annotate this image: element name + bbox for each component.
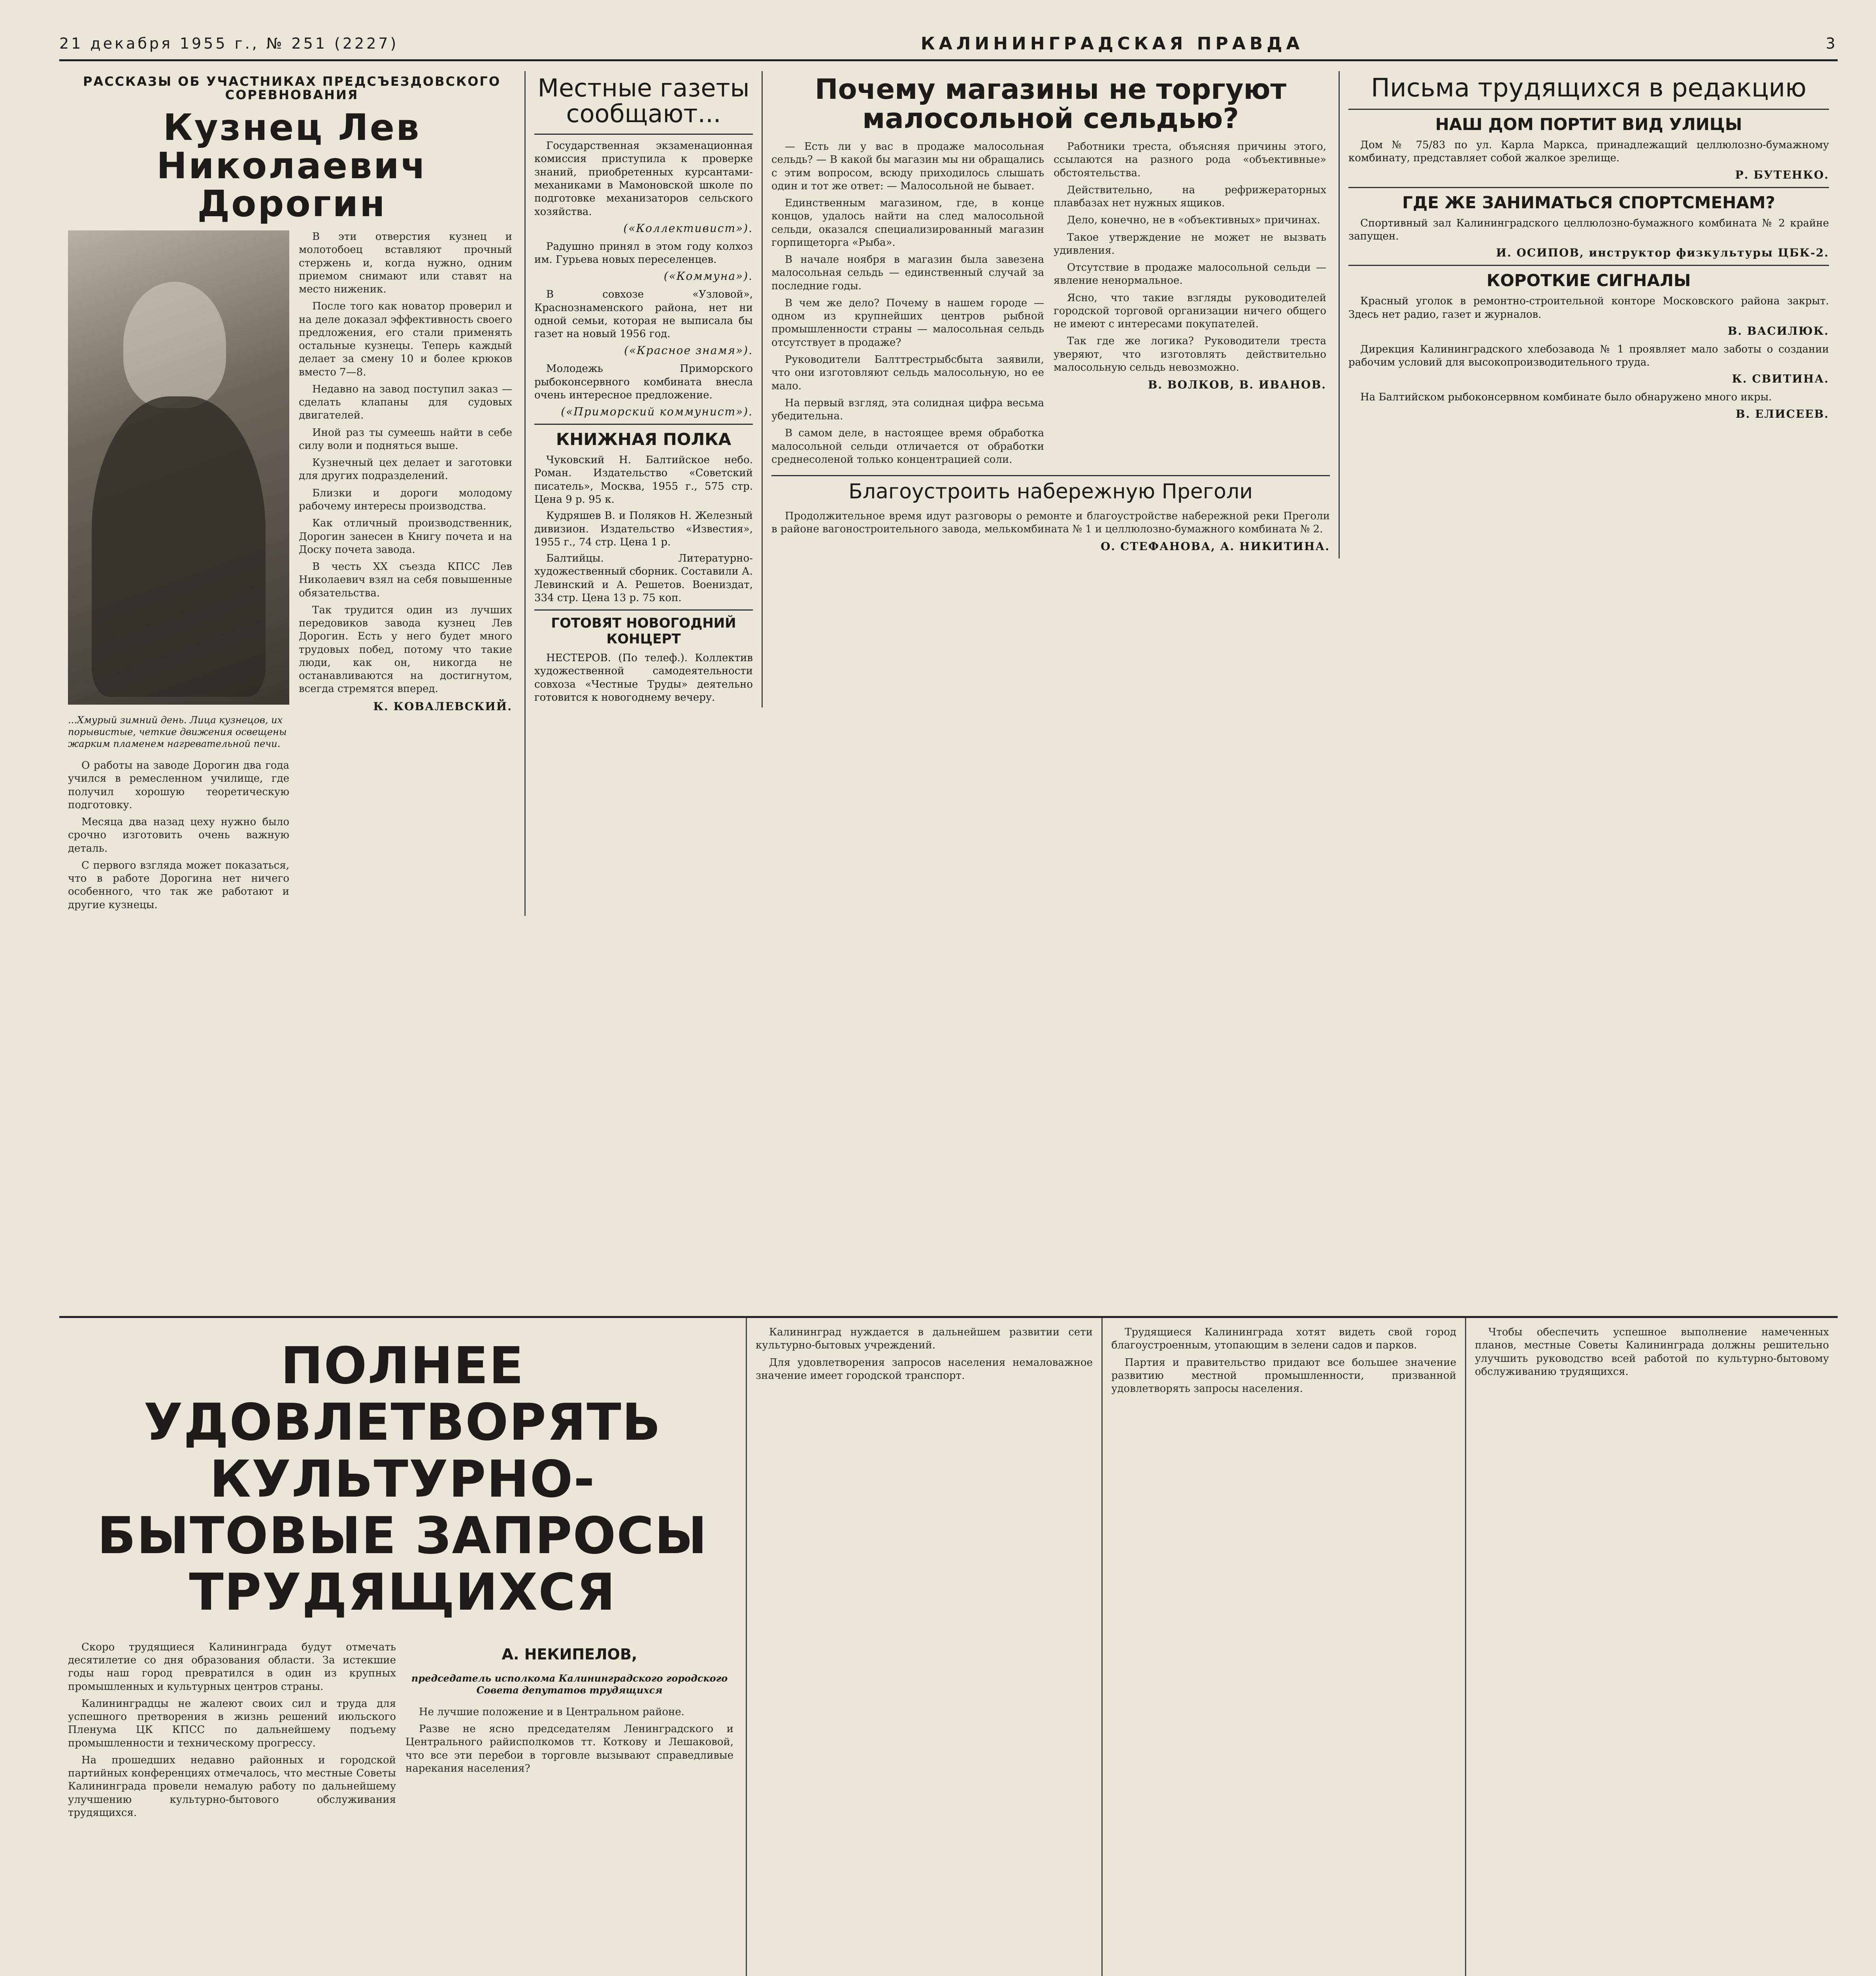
book-item: Кудряшев В. и Поляков Н. Железный дивизион. Издательство «Известия», 1955 г., 74 стр. Цена 1 р. [534,510,753,548]
dorogin-article [59,71,526,916]
news-item: В совхозе «Узловой», Краснознаменского района, нет ни одной семьи, которая не выписала бы газет на новый 1956 год. [534,288,753,340]
author-name: А. НЕКИПЕЛОВ, [502,1645,637,1663]
news-item: Молодежь Приморского рыбоконсервного комбината внесла очень интересное предложение. [534,363,753,401]
herring-title: Почему магазины не торгуют малосольной сельдью? [815,73,1287,135]
signal-text: Красный уголок в ремонтно-строительной конторе Московского района закрыт. Здесь нет радио, газет и журналов. [1348,295,1829,321]
article-paragraph: Скоро трудящиеся Калининграда будут отмечать десятилетие со дня образования области. За истекшие годы наш город превратился в один из крупных промышленных и культурных центров страны. [68,1641,396,1693]
article-paragraph: В эти отверстия кузнец и молотобоец вставляют прочный стержень и, когда нужно, одним приемом снимают или ставят на место ниженик. [299,230,512,296]
signal-text: На Балтийском рыбоконсервном комбинате было обнаружено много икры. [1360,391,1772,403]
concert-title: ГОТОВЯТ НОВОГОДНИЙ КОНЦЕРТ [551,615,736,647]
article-kicker: РАССКАЗЫ ОБ УЧАСТНИКАХ ПРЕДСЪЕЗДОВСКОГО СОРЕВНОВАНИЯ [83,74,501,102]
article-paragraph: На первый взгляд, эта солидная цифра весьма убедительна. [771,397,1044,422]
culture-headline: ПОЛНЕЕ УДОВЛЕТВОРЯТЬ КУЛЬТУРНО-БЫТОВЫЕ ЗАПРОСЫ ТРУДЯЩИХСЯ [97,1337,708,1622]
article-paragraph: Месяца два назад цеху нужно было срочно изготовить очень важную деталь. [68,816,289,854]
local-papers-column [526,71,763,707]
article-paragraph: Как отличный производственник, Дорогин занесен в Книгу почета и на Доску почета завода. [299,517,512,556]
article-title: Кузнец Лев Николаевич Дорогин [156,106,427,225]
letter-text: Спортивный зал Калининградского целлюлозно-бумажного комбината № 2 крайне запущен. [1348,217,1829,242]
article-paragraph: Для удовлетворения запросов населения немаловажное значение имеет городской транспорт. [756,1356,1093,1382]
article-paragraph: Близки и дороги молодому рабочему интересы производства. [299,487,512,513]
article-paragraph: Калининград нуждается в дальнейшем развитии сети культурно-бытовых учреждений. [756,1326,1093,1352]
culture-article-right [1466,1318,1838,1976]
letter-signature: И. ОСИПОВ, инструктор физкультуры ЦБК-2. [1496,246,1829,260]
article-paragraph: Единственным магазином, где, в конце концов, удалось найти на след малосольной сельди, оказался специализированный магазин горпищеторга «Рыба». [771,197,1044,249]
signal-text: Дирекция Калининградского хлебозавода № 1 проявляет мало заботы о создании рабочим условий для высокопроизводительного труда. [1348,343,1829,369]
local-papers-title: Местные газеты сообщают... [537,74,750,128]
book-item: Балтийцы. Литературно-художественный сборник. Составили А. Левинский и А. Решетов. Воениздат, 334 стр. Цена 13 р. 75 коп. [534,552,753,604]
issue-date: 21 декабря 1955 г., № 251 (2227) [59,35,399,52]
article-paragraph: Ясно, что такие взгляды руководителей городской торговой организации ничего общего не имеют с интересами покупателей. [1054,292,1326,330]
letter-heading: НАШ ДОМ ПОРТИТ ВИД УЛИЦЫ [1435,115,1742,134]
article-paragraph: О работы на заводе Дорогин два года учился в ремесленном училище, где получил хорошую теоретическую подготовку. [68,759,289,811]
article-paragraph: Калининградцы не жалеют своих сил и труда для успешного претворения в жизнь решений июльского Пленума ЦК КПСС по дальнейшему подъему промышленности и техническому прогрессу. [68,1697,396,1749]
article-paragraph: Трудящиеся Калининграда хотят видеть свой город благоустроенным, утопающим в зелени садов и парков. [1111,1326,1456,1352]
masthead [59,28,1838,61]
signal-signature: В. ЕЛИСЕЕВ. [1735,407,1829,420]
embankment-title: Благоустроить набережную Преголи [848,480,1253,504]
article-paragraph: Партия и правительство придают все большее значение развитию местной промышленности, призванной удовлетворять запросы населения. [1111,1356,1456,1395]
letters-column [1340,71,1838,426]
photo-caption: ...Хмурый зимний день. Лица кузнецов, их порывистые, четкие движения освещены жарким пламенем нагревательной печи. [68,714,287,749]
news-source: («Коммуна»). [664,270,753,283]
article-paragraph: Недавно на завод поступил заказ — сделать клапаны для судовых двигателей. [299,383,512,422]
article-paragraph: Не лучшие положение и в Центральном районе. [419,1706,684,1718]
article-paragraph: Такое утверждение не может не вызвать удивления. [1054,231,1326,256]
newspaper-title: КАЛИНИНГРАДСКАЯ ПРАВДА [920,33,1304,54]
herring-article [763,71,1340,558]
news-item: Радушно принял в этом году колхоз им. Гурьева новых переселенцев. [534,240,753,266]
book-shelf-title: КНИЖНАЯ ПОЛКА [556,430,732,449]
portrait-photo [68,230,289,705]
article-paragraph: Разве не ясно председателям Ленинградского и Центрального райисполкомов тт. Коткову и Лешаковой, что все эти перебои в торговле вызывают справедливые нарекания населения? [405,1723,733,1774]
letters-title: Письма трудящихся в редакцию [1371,74,1806,103]
article-paragraph: Так где же логика? Руководители треста уверяют, что изготовлять действительно малосольную сельдь невозможно. [1054,335,1326,373]
article-paragraph: В начале ноября в магазин была завезена малосольная сельдь — единственный случай за последние годы. [771,254,1044,292]
article-paragraph: Дело, конечно, не в «объективных» причинах. [1067,214,1320,226]
signals-title: КОРОТКИЕ СИГНАЛЫ [1486,271,1691,290]
newspaper-page [59,28,1838,1976]
article-paragraph: Кузнечный цех делает и заготовки для других подразделений. [299,457,512,482]
news-source: («Приморский коммунист»). [561,405,753,419]
article-paragraph: В честь XX съезда КПСС Лев Николаевич взял на себя повышенные обязательства. [299,561,512,599]
article-paragraph: После того как новатор проверил и на деле доказал эффективность своего предложения, его стали применять остальные кузнецы. Теперь каждый делает за смену 10 и более крюков вместо 7—8. [299,300,512,378]
culture-article-mid2 [1103,1318,1466,1976]
article-signature: К. КОВАЛЕВСКИЙ. [373,700,512,713]
article-paragraph: Чтобы обеспечить успешное выполнение намеченных планов, местные Советы Калининграда должны решительно улучшить руководство всей работой по культурно-бытовому обслуживанию трудящихся. [1475,1326,1829,1378]
article-paragraph: С первого взгляда может показаться, что в работе Дорогина нет ничего особенного, что так же работают и другие кузнецы. [68,859,289,911]
signal-signature: В. ВАСИЛЮК. [1727,324,1829,338]
culture-article-left [59,1318,747,1976]
article-signature: В. ВОЛКОВ, В. ИВАНОВ. [1148,378,1326,392]
letter-signature: Р. БУТЕНКО. [1735,168,1829,181]
article-paragraph: На прошедших недавно районных и городской партийных конференциях отмечалось, что местные Советы Калининграда провели немалую работу по дальнейшему улучшению культурно-бытового обслуживания трудящихся. [68,1754,396,1819]
signal-signature: К. СВИТИНА. [1732,372,1829,386]
embankment-text: Продолжительное время идут разговоры о ремонте и благоустройстве набережной реки Преголи в районе вагоностроительного завода, мелькомбината № 1 и целлюлозно-бумажного комбината № 2. [771,510,1330,535]
article-paragraph: Работники треста, объясняя причины этого, ссылаются на разного рода «объективные» обстоятельства. [1054,141,1326,179]
article-paragraph: Отсутствие в продаже малосольной сельди — явление ненормальное. [1054,262,1326,287]
article-paragraph: Действительно, на рефрижераторных плавбазах нет нужных ящиков. [1054,184,1326,209]
article-paragraph: В самом деле, в настоящее время обработка малосольной сельди отличается от обработки среднесоленой только концентрацией соли. [771,427,1044,466]
embankment-signature: О. СТЕФАНОВА, А. НИКИТИНА. [1101,540,1330,553]
book-item: Чуковский Н. Балтийское небо. Роман. Издательство «Советский писатель», Москва, 1955 г., 575 стр. Цена 9 р. 95 к. [534,454,753,505]
article-paragraph: Иной раз ты сумеешь найти в себе силу воли и подняться выше. [299,426,512,452]
author-title: председатель исполкома Калининградского городского Совета депутатов трудящихся [411,1672,728,1696]
article-paragraph: Руководители Балттрестрыбсбыта заявили, что они изготовляют сельдь малосольную, но ее мало. [771,353,1044,392]
culture-article-mid [747,1318,1103,1976]
concert-text: НЕСТЕРОВ. (По телеф.). Коллектив художественной самодеятельности совхоза «Честные Труды» деятельно готовится к новогоднему вечеру. [534,652,753,703]
news-item: Государственная экзаменационная комиссия приступила к проверке знаний, приобретенных курсантами-механиками в Мамоновской школе по подготовке механизаторов сельского хозяйства. [534,140,753,218]
article-paragraph: Так трудится один из лучших передовиков завода кузнец Лев Дорогин. Есть у него будет много трудовых побед, потому что такие люди, как он, никогда не останавливаются на достигнутом, всегда стремятся вперед. [299,604,512,695]
news-source: («Красное знамя»). [624,344,753,357]
article-paragraph: В чем же дело? Почему в нашем городе — одном из крупнейших центров рыбной промышленности страны — малосольная сельдь отсутствует в продаже? [771,297,1044,349]
article-paragraph: — Есть ли у вас в продаже малосольная сельдь? — В какой бы магазин мы ни обращались с этим вопросом, всюду приходилось слышать один и тот же ответ: — Малосольной не бывает. [771,141,1044,192]
culture-article [59,1316,1838,1976]
letter-text: Дом № 75/83 по ул. Карла Маркса, принадлежащий целлюлозно-бумажному комбинату, представляет собой жалкое зрелище. [1348,139,1829,164]
news-source: («Коллективист»). [623,221,753,235]
page-number: 3 [1825,35,1838,52]
letter-heading: ГДЕ ЖЕ ЗАНИМАТЬСЯ СПОРТСМЕНАМ? [1402,192,1775,212]
